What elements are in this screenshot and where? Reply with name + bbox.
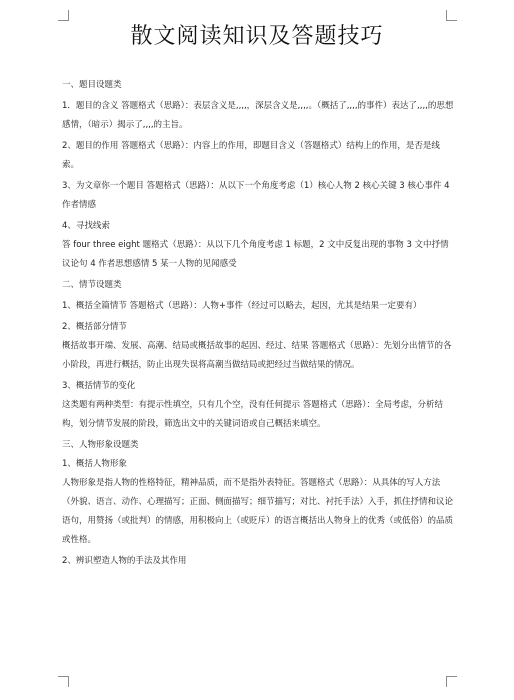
paragraph: 3、为文章你一个题目 答题格式（思路）：从以下一个角度考虑（1）核心人物 2 核心关键 3 核心事件 4 作者情感 bbox=[62, 181, 450, 210]
paragraph: 1．题目的含义 答题格式（思路）：表层含义是,,,,，深层含义是,,,,。（概括了,,,,的事件）表达了,,,,的思想感情，（暗示）揭示了,,,,的主旨。 bbox=[62, 101, 454, 130]
section-heading: 二、情节设题类 bbox=[62, 280, 122, 290]
section-heading: 一、题目设题类 bbox=[62, 80, 122, 90]
subheading: 2、概括部分情节 bbox=[62, 322, 127, 332]
subheading: 1、概括人物形象 bbox=[62, 459, 127, 469]
paragraph: 人物形象是指人物的性格特征，精神品质，而不是指外表特征。答题格式（思路）：从具体的写人方法（外貌、语言、动作、心理描写；正面、侧面描写；细节描写；对比、衬托手法）入手，抓住抒情和议论语句，用赞扬（或批判）的情感，用积极向上（或贬斥）的语言概括出人物身上的优秀（或低俗）的品质或性格。 bbox=[62, 478, 454, 545]
page-corner-mark-top-left bbox=[58, 10, 69, 21]
page-corner-mark-bottom-left bbox=[58, 676, 69, 687]
page-corner-mark-bottom-right bbox=[446, 676, 457, 687]
subheading: 2、辨识塑造人物的手法及其作用 bbox=[62, 556, 187, 566]
paragraph: 这类题有两种类型：有提示性填空，只有几个空，没有任何提示 答题格式（思路）：全局考虑，分析结构，划分情节发展的阶段，筛选出文中的关键词语或自己概括来填空。 bbox=[62, 400, 443, 429]
paragraph: 1、概括全篇情节 答题格式（思路）：人物+事件（经过可以略去，起因，尤其是结果一定要有） bbox=[62, 301, 422, 311]
paragraph: 答 four three eight 题格式（思路）：从以下几个角度考虑 1 标题，2 文中反复出现的事物 3 文中抒情议论句 4 作者思想感情 5 某一人物的见闻感受 bbox=[62, 240, 449, 269]
document-title: 散文阅读知识及答题技巧 bbox=[130, 24, 384, 49]
document-body bbox=[62, 76, 454, 571]
page-corner-mark-top-right bbox=[446, 10, 457, 21]
paragraph: 2、题目的作用 答题格式（思路）：内容上的作用，即题目含义（答题格式）结构上的作用，是否是线索。 bbox=[62, 141, 440, 170]
subheading: 3、概括情节的变化 bbox=[62, 381, 136, 391]
subheading: 4、寻找线索 bbox=[62, 221, 110, 231]
section-heading: 三、人物形象设题类 bbox=[62, 440, 139, 450]
paragraph: 概括故事开端、发展、高潮、结局或概括故事的起因、经过、结果 答题格式（思路）：先划分出情节的各小阶段，再进行概括，防止出现失误将高潮当做结局或把经过当做结果的情况。 bbox=[62, 341, 452, 370]
